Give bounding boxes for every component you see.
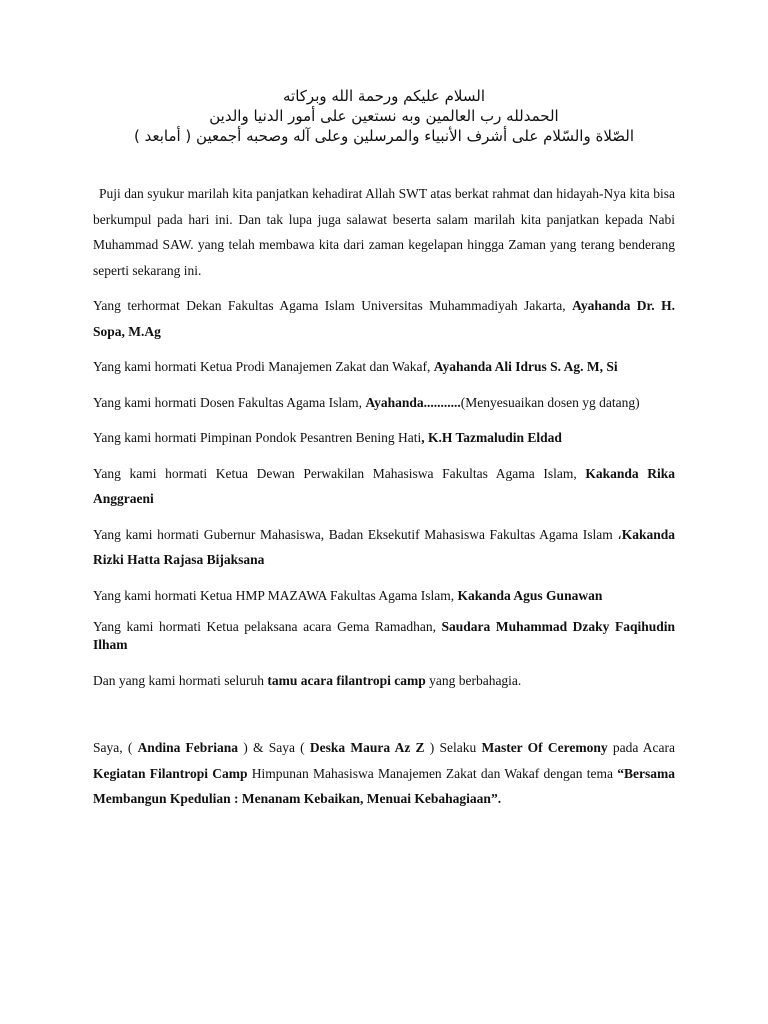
greeting-hmp <box>93 583 675 609</box>
arabic-shalawat-line: الصّلاة والسّلام على أشرف الأنبياء والمرسلين وعلى آله وصحبه أجمعين ( أمابعد ) <box>133 127 635 145</box>
greeting-text: Yang kami hormati Ketua HMP MAZAWA Fakultas Agama Islam, <box>93 587 458 603</box>
mc-role: Master Of Ceremony <box>481 740 608 755</box>
greeting-name: , K.H Tazmaludin Eldad <box>421 430 562 445</box>
greeting-dekan <box>93 293 675 344</box>
greeting-name: Saudara Muhammad Dzaky Faqihudin Ilham <box>93 619 675 652</box>
closing-text: Saya, ( <box>93 740 138 755</box>
event-name: Kegiatan Filantropi Camp <box>93 765 248 781</box>
closing-text: Himpunan Mahasiswa Manajemen Zakat dan Wakaf dengan tema <box>247 765 618 781</box>
closing-paragraph <box>93 735 675 812</box>
event-theme: “Bersama Membangun Kpedulian : Menanam Kebaikan, Menuai Kebahagiaan”. <box>93 765 675 806</box>
document-body <box>93 181 675 812</box>
greeting-text: Yang kami hormati Ketua Dewan Perwakilan Mahasiswa Fakultas Agama Islam, <box>93 465 586 481</box>
greeting-name: Ayahanda........... <box>365 394 461 410</box>
intro-paragraph <box>93 181 675 283</box>
closing-text: pada Acara <box>607 740 676 755</box>
mc-name-1: Andina Febriana <box>137 740 239 755</box>
greeting-text: Yang kami hormati Gubernur Mahasiswa, Badan Eksekutif Mahasiswa Fakultas Agama Islam ، <box>93 526 622 542</box>
greeting-dosen <box>93 390 675 416</box>
arabic-header <box>93 86 675 146</box>
greeting-name: Kakanda Rika Anggraeni <box>93 465 675 506</box>
greeting-text: Yang terhormat Dekan Fakultas Agama Islam Universitas Muhammadiyah Jakarta, <box>93 298 573 313</box>
greeting-kaprodi <box>93 354 675 380</box>
greeting-after: yang berbahagia. <box>425 673 522 688</box>
arabic-hamdalah-line: الحمدلله رب العالمين وبه نستعين على أمور الدنيا والدين <box>209 107 559 125</box>
greeting-text: Yang kami hormati Ketua pelaksana acara Gema Ramadhan, <box>93 619 442 634</box>
greeting-gubernur <box>93 522 675 573</box>
greeting-text: Yang kami hormati Dosen Fakultas Agama Islam, <box>93 394 366 410</box>
greeting-text: Dan yang kami hormati seluruh <box>93 673 268 688</box>
greeting-name: tamu acara filantropi camp <box>267 673 426 688</box>
greeting-name: Kakanda Rizki Hatta Rajasa Bijaksana <box>93 526 675 567</box>
greeting-name: Ayahanda Ali Idrus S. Ag. M, Si <box>433 359 618 374</box>
greeting-after: (Menyesuaikan dosen yg datang) <box>460 394 640 410</box>
greeting-pondok <box>93 425 675 451</box>
greeting-ketua-pelaksana <box>93 618 675 654</box>
mc-name-2: Deska Maura Az Z <box>309 740 425 755</box>
greeting-name: Ayahanda Dr. H. Sopa, M.Ag <box>93 298 675 339</box>
closing-text: ) Selaku <box>424 740 482 755</box>
greeting-text: Yang kami hormati Pimpinan Pondok Pesantren Bening Hati <box>93 430 422 445</box>
greeting-text: Yang kami hormati Ketua Prodi Manajemen Zakat dan Wakaf, <box>93 359 434 374</box>
greeting-dpm <box>93 461 675 512</box>
intro-text: Puji dan syukur marilah kita panjatkan kehadirat Allah SWT atas berkat rahmat dan hidayah-Nya kita bisa berkumpul pada hari ini. Dan tak lupa juga salawat beserta salam marilah kita panjatkan kepada Nabi Muhammad SAW. yang telah membawa kita dari zaman kegelapan hingga Zaman yang terang benderang seperti sekarang ini. <box>93 186 675 278</box>
greeting-name: Kakanda Agus Gunawan <box>457 587 603 603</box>
greeting-tamu <box>93 672 675 690</box>
arabic-salam-line: السلام عليكم ورحمة الله وبركاته <box>283 87 485 105</box>
closing-text: ) & Saya ( <box>238 740 310 755</box>
